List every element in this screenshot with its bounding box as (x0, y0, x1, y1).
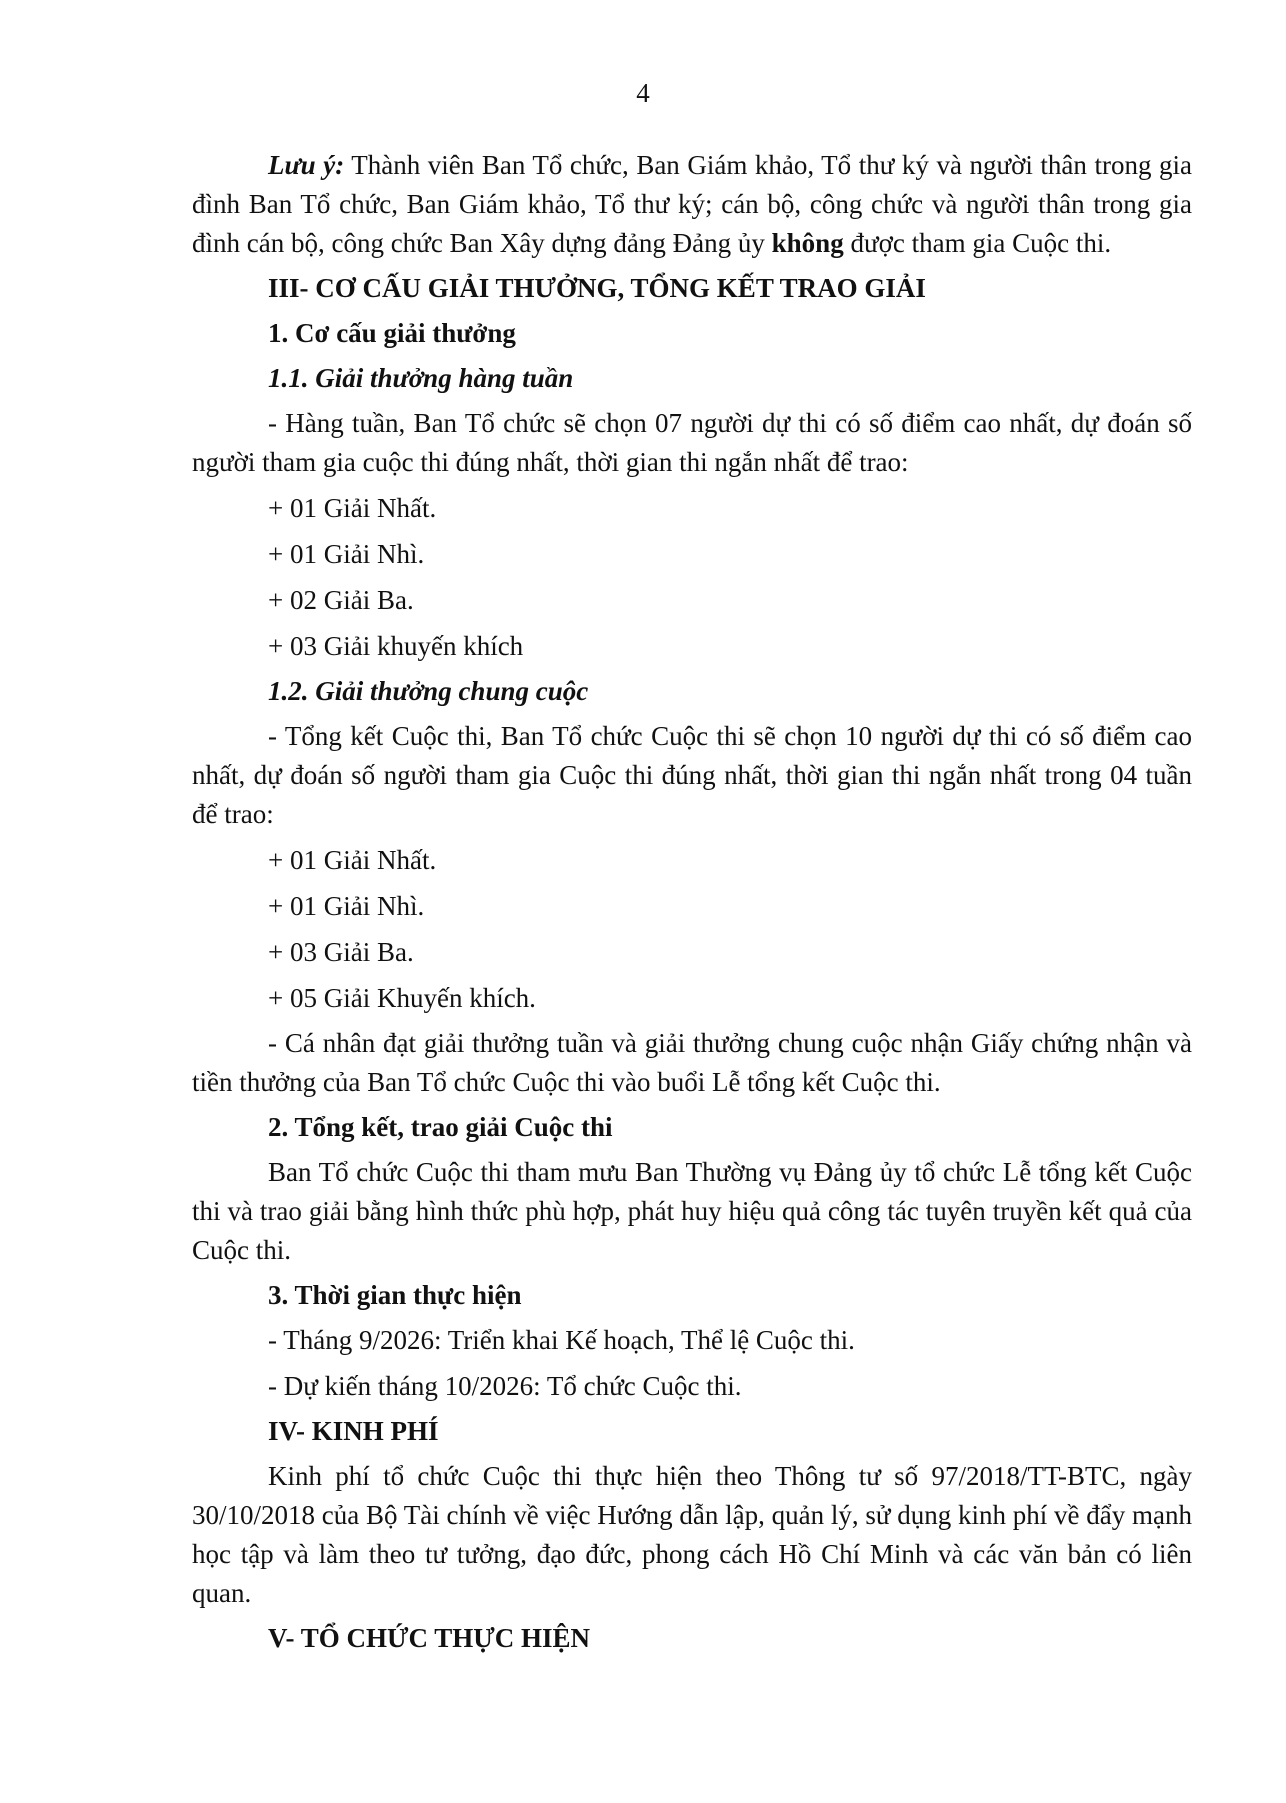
note-paragraph (192, 146, 1192, 263)
subsection-1-1-heading: 1.1. Giải thưởng hàng tuần (268, 363, 574, 393)
summary-paragraph: Ban Tổ chức Cuộc thi tham mưu Ban Thường vụ Đảng ủy tổ chức Lễ tổng kết Cuộc thi và trao giải bằng hình thức phù hợp, phát huy hiệu quả công tác tuyên truyền kết quả của Cuộc thi. (192, 1157, 1192, 1265)
note-label: Lưu ý: (268, 150, 345, 180)
note-text-before: Thành viên Ban Tổ chức, Ban Giám khảo, Tổ thư ký và người thân trong gia đình Ban Tổ chức, Ban Giám khảo, Tổ thư ký; cán bộ, công chức và người thân trong gia đình cán bộ, công chức Ban Xây dựng đảng Đảng ủy (192, 150, 1192, 258)
timeline-item: - Dự kiến tháng 10/2026: Tổ chức Cuộc thi. (268, 1371, 742, 1401)
section-4-heading: IV- KINH PHÍ (268, 1416, 439, 1446)
note-bold-word: không (771, 228, 844, 258)
section-5-heading: V- TỔ CHỨC THỰC HIỆN (268, 1623, 591, 1653)
page-number: 4 (636, 78, 650, 108)
subsection-1-2-heading: 1.2. Giải thưởng chung cuộc (268, 676, 589, 706)
weekly-intro: - Hàng tuần, Ban Tổ chức sẽ chọn 07 người dự thi có số điểm cao nhất, dự đoán số người tham gia cuộc thi đúng nhất, thời gian thi ngắn nhất để trao: (192, 408, 1192, 477)
subsection-2-heading: 2. Tổng kết, trao giải Cuộc thi (268, 1112, 613, 1142)
subsection-3-heading: 3. Thời gian thực hiện (268, 1280, 522, 1310)
timeline-item: - Tháng 9/2026: Triển khai Kế hoạch, Thể lệ Cuộc thi. (268, 1325, 855, 1355)
final-intro: - Tổng kết Cuộc thi, Ban Tổ chức Cuộc thi sẽ chọn 10 người dự thi có số điểm cao nhất, dự đoán số người tham gia Cuộc thi đúng nhất, thời gian thi ngắn nhất trong 04 tuần để trao: (192, 721, 1192, 829)
weekly-prize-item: + 02 Giải Ba. (268, 585, 414, 615)
weekly-prize-item: + 03 Giải khuyến khích (268, 631, 524, 661)
final-prize-item: + 01 Giải Nhì. (268, 891, 425, 921)
document-body (192, 146, 1192, 1658)
weekly-prize-item: + 01 Giải Nhất. (268, 493, 437, 523)
note-text-after: được tham gia Cuộc thi. (843, 228, 1112, 258)
certificate-paragraph: - Cá nhân đạt giải thưởng tuần và giải thưởng chung cuộc nhận Giấy chứng nhận và tiền thưởng của Ban Tổ chức Cuộc thi vào buổi Lễ tổng kết Cuộc thi. (192, 1028, 1192, 1097)
final-prize-item: + 03 Giải Ba. (268, 937, 414, 967)
final-prize-item: + 05 Giải Khuyến khích. (268, 983, 536, 1013)
funding-paragraph: Kinh phí tổ chức Cuộc thi thực hiện theo Thông tư số 97/2018/TT-BTC, ngày 30/10/2018 của Bộ Tài chính về việc Hướng dẫn lập, quản lý, sử dụng kinh phí về đẩy mạnh học tập và làm theo tư tưởng, đạo đức, phong cách Hồ Chí Minh và các văn bản có liên quan. (192, 1461, 1192, 1608)
subsection-1-heading: 1. Cơ cấu giải thưởng (268, 318, 516, 348)
weekly-prize-item: + 01 Giải Nhì. (268, 539, 425, 569)
section-3-heading: III- CƠ CẤU GIẢI THƯỞNG, TỔNG KẾT TRAO GIẢI (268, 273, 926, 303)
final-prize-item: + 01 Giải Nhất. (268, 845, 437, 875)
